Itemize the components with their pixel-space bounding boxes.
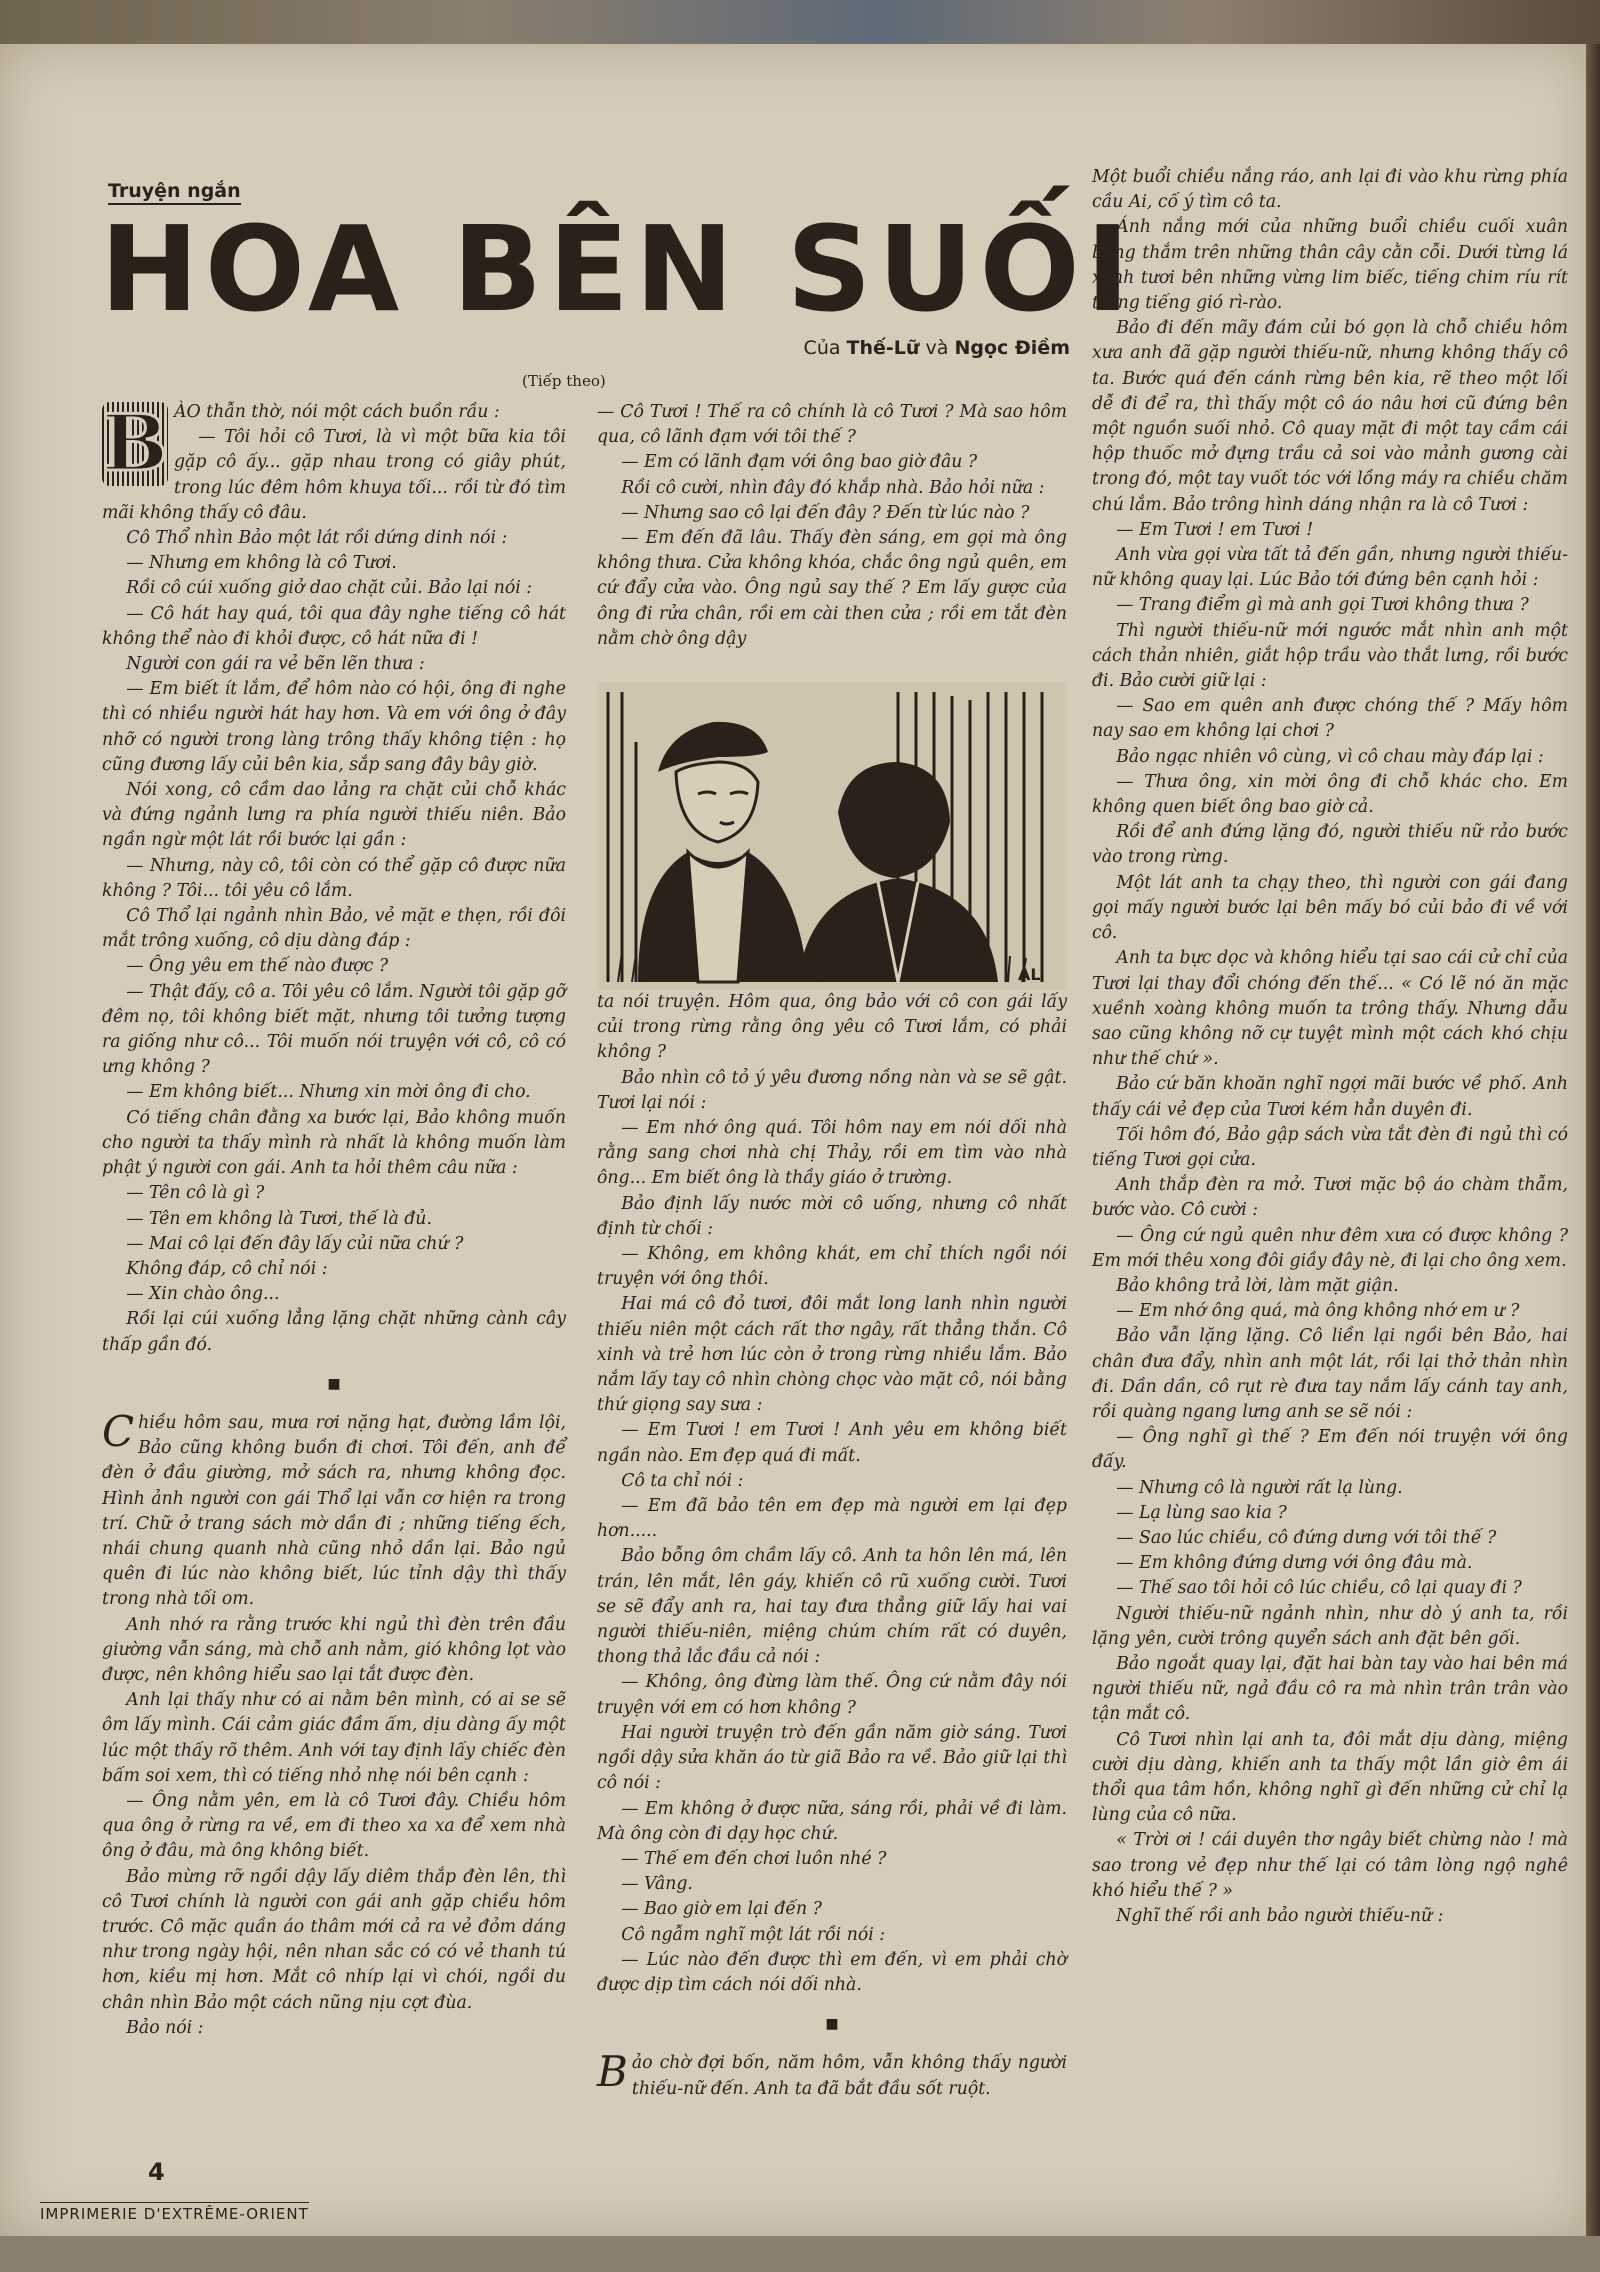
paragraph: Rồi để anh đứng lặng đó, người thiếu nữ rảo bước vào trong rừng.	[1092, 822, 1568, 868]
paragraph: Anh thắp đèn ra mở. Tươi mặc bộ áo chàm thẫm, bước vào. Cô cười :	[1092, 1175, 1568, 1221]
page-spine-shadow	[1586, 44, 1600, 2236]
paragraph: hiều hôm sau, mưa rơi nặng hạt, đường lầm lội, Bảo cũng không buồn đi chơi. Tôi đến, anh để đèn ở đầu giường, mở sách ra, nhưng không đọc. Hình ảnh người con gái Thổ lại vẫn cơ hiện ra trong trí. Chữ ở trang sách mờ dần đi ; những tiếng ếch, nhái chung quanh nhà cũng nhỏ dần lại. Bảo ngủ quên đi lúc nào không biết, lúc tỉnh dậy thì thấy trong nhà tối om.	[102, 1412, 566, 1610]
paragraph: Anh ta bực dọc và không hiểu tại sao cái cử chỉ của Tươi lại thay đổi chóng đến thế... « Có lẽ nó ăn mặc xuềnh xoàng không muốn ta trông thấy. Nhưng dẫu sao cũng không nỡ cự tuyệt mình một cách khó chịu như thế chứ ».	[1092, 948, 1568, 1070]
paragraph: Hai người truyện trò đến gần năm giờ sáng. Tươi ngồi dậy sửa khăn áo từ giã Bảo ra về. Bảo giữ lại thì cô nói :	[597, 1722, 1067, 1794]
byline-prefix: Của	[803, 337, 841, 359]
paragraph: — Em nhớ ông quá, mà ông không nhớ em ư ?	[1116, 1301, 1520, 1322]
paragraph: Tối hôm đó, Bảo gập sách vừa tắt đèn đi ngủ thì có tiếng Tươi gọi cửa.	[1092, 1124, 1568, 1170]
paragraph: — Em Tươi ! em Tươi ! Anh yêu em không biết ngần nào. Em đẹp quá đi mất.	[597, 1420, 1067, 1466]
scan-background-top	[0, 0, 1600, 44]
scan-background-bottom	[0, 2236, 1600, 2272]
paragraph: — Tên cô là gì ?	[126, 1183, 265, 1204]
paragraph: — Sao em quên anh được chóng thế ? Mấy hôm nay sao em không lại chơi ?	[1092, 696, 1568, 742]
column-1-part-2	[102, 1406, 566, 2041]
paragraph: — Thế sao tôi hỏi cô lúc chiều, cô lại quay đi ?	[1116, 1578, 1522, 1599]
paragraph: Cô Tươi nhìn lại anh ta, đôi mắt dịu dàng, miệng cười dịu dàng, khiến anh ta thấy một lần giờ êm ái thổi qua tâm hồn, không nghĩ gì đến những cử chỉ lạ lùng của cô nữa.	[1092, 1729, 1568, 1826]
paragraph: Cô ngẫm nghĩ một lát rồi nói :	[621, 1924, 886, 1945]
paragraph: — Nhưng em không là cô Tươi.	[126, 553, 397, 574]
paragraph: — Ông yêu em thế nào được ?	[126, 956, 389, 977]
paragraph: — Em đã bảo tên em đẹp mà người em lại đẹp hơn.....	[597, 1496, 1067, 1542]
paragraph: — Em không biết... Nhưng xin mời ông đi cho.	[126, 1082, 531, 1103]
paragraph: — Em đến đã lâu. Thấy đèn sáng, em gọi mà ông không thưa. Cửa không khóa, chắc ông ngủ quên, em cứ đẩy cửa vào. Ông ngủ say thế ? Em lấy gược của ông đi rửa chân, rồi em cài then cửa ; rồi em tắt đèn nằm chờ ông dậy	[597, 528, 1067, 649]
paragraph: — Vâng.	[621, 1874, 693, 1895]
paragraph: — Cô hát hay quá, tôi qua đây nghe tiếng cô hát không thể nào đi khỏi được, cô hát nữa đi !	[102, 603, 566, 649]
author-2: Ngọc Điềm	[954, 337, 1070, 359]
paragraph: Người thiếu-nữ ngảnh nhìn, như dò ý anh ta, rồi lặng yên, cười trông quyển sách anh đặt bên gối.	[1092, 1603, 1568, 1649]
paragraph: — Ông cứ ngủ quên như đêm xưa có được không ? Em mới thêu xong đôi giầy đây nè, đi lại cho ông xem.	[1092, 1225, 1568, 1271]
paragraph: Bảo vẫn lặng lặng. Cô liền lại ngồi bên Bảo, hai chân đưa đẩy, nhìn anh một lát, rồi lại thở thản nhìn đi. Dần dần, cô rụt rè đưa tay nắm lấy cánh tay anh, rồi quàng ngang lưng anh se sẽ nói :	[1092, 1326, 1568, 1422]
paragraph: — Tên em không là Tươi, thế là đủ.	[126, 1208, 432, 1229]
paragraph: Bảo ngạc nhiên vô cùng, vì cô chau mày đáp lại :	[1116, 746, 1544, 767]
section-label: Truyện ngắn	[108, 180, 241, 205]
story-illustration	[598, 682, 1066, 990]
paragraph: Hai má cô đỏ tươi, đôi mắt long lanh nhìn người thiếu niên một cách rất thơ ngây, rất thẳng thắn. Cô xinh và trẻ hơn lúc còn ở trong rừng nhiều lắm. Bảo nắm lấy tay cô nhìn chòng chọc vào mặt cô, nói bằng thứ giọng say sưa :	[597, 1294, 1067, 1416]
paragraph: Cô Thổ nhìn Bảo một lát rồi dứng dinh nói :	[126, 528, 508, 549]
illustrator-signature: AL	[1018, 965, 1041, 984]
paragraph: Bảo mừng rỡ ngồi dậy lấy diêm thắp đèn lên, thì cô Tươi chính là người con gái anh gặp chiều hôm trước. Cô mặc quần áo thâm mới cả ra vẻ đỏm dáng như trong ngày hội, nên nhan sắc có có vẻ thanh tú hơn, kiều mị hơn. Mắt cô nhíp lại vì chói, ngồi du chân nhìn Bảo một cách nũng nịu cợt đùa.	[102, 1866, 566, 2013]
paragraph: — Ông nằm yên, em là cô Tươi đây. Chiều hôm qua ông ở rừng ra về, em đi theo xa xa để xem nhà ông ở đâu, mà ông không biết.	[102, 1790, 566, 1862]
paragraph: Thì người thiếu-nữ mới ngước mắt nhìn anh một cách thản nhiên, giắt hộp trầu vào thắt lưng, rồi bước đi. Bảo cười giữ lại :	[1092, 620, 1568, 692]
initial-cap-b: B	[597, 2047, 628, 2097]
paragraph: ta nói truyện. Hôm qua, ông bảo với cô con gái lấy củi trong rừng rằng ông yêu cô Tươi lắm, có phải không ?	[597, 992, 1067, 1063]
paragraph: — Không, em không khát, em chỉ thích ngồi nói truyện với ông thôi.	[597, 1244, 1067, 1290]
paragraph: — Ông nghĩ gì thế ? Em đến nói truyện với ông đấy.	[1092, 1427, 1568, 1473]
paragraph: — Mai cô lại đến đây lấy củi nữa chứ ?	[126, 1233, 464, 1254]
paragraph: — Sao lúc chiều, cô đứng dưng với tôi thế ?	[1116, 1527, 1497, 1548]
paragraph: Bảo bỗng ôm chầm lấy cô. Anh ta hôn lên má, lên trán, lên mắt, lên gáy, khiến cô rũ xuống cười. Tươi se sẽ đẩy anh ra, hai tay đưa thẳng giữ lấy hai vai người thiếu-niên, miệng chúm chím rất có duyên, thong thả lắc đầu cả nói :	[597, 1546, 1067, 1668]
paragraph: — Nhưng cô là người rất lạ lùng.	[1116, 1477, 1403, 1498]
column-2-bottom-part-2	[597, 2047, 1067, 2101]
paragraph: — Lạ lùng sao kia ?	[1116, 1502, 1287, 1523]
column-1-part-1	[102, 400, 566, 1358]
column-1	[102, 400, 566, 2041]
paragraph: — Em Tươi ! em Tươi !	[1116, 519, 1314, 540]
paragraph: Cô ta chỉ nói :	[621, 1470, 744, 1491]
paragraph: — Em không ở được nữa, sáng rồi, phải về đi làm. Mà ông còn đi dạy học chứ.	[597, 1798, 1067, 1844]
paragraph: — Em có lãnh đạm với ông bao giờ đâu ?	[621, 452, 978, 473]
paragraph: — Không, ông đừng làm thế. Ông cứ nằm đây nói truyện với em có hơn không ?	[597, 1672, 1067, 1718]
column-2-bottom-part-1	[597, 990, 1067, 1998]
byline-and: và	[925, 337, 949, 359]
story-title: HOA BÊN SUỐI	[100, 200, 1136, 338]
paragraph: — Thưa ông, xin mời ông đi chỗ khác cho. Em không quen biết ông bao giờ cả.	[1092, 771, 1568, 818]
paragraph: Nói xong, cô cầm dao lảng ra chặt củi chỗ khác và đứng ngảnh lưng ra phía người thiếu niên. Bảo ngần ngừ một lát rồi bước lại gần :	[102, 780, 566, 851]
paragraph: Anh lại thấy như có ai nằm bên mình, có ai se sẽ ôm lấy mình. Cái cảm giác đầm ấm, dịu dàng ấy một lúc một thấy rõ thêm. Anh với tay định lấy chiếc đèn bấm soi xem, thì có tiếng nhỏ nhẹ nói bên cạnh :	[102, 1690, 566, 1786]
paragraph: Cô Thổ lại ngảnh nhìn Bảo, vẻ mặt e thẹn, rồi đôi mắt trông xuống, cô dịu dàng đáp :	[102, 906, 566, 952]
paragraph: Anh vừa gọi vừa tất tả đến gần, nhưng người thiếu-nữ không quay lại. Lúc Bảo tới đứng bên cạnh hỏi :	[1092, 545, 1568, 591]
paragraph: — Em biết ít lắm, để hôm nào có hội, ông đi nghe thì có nhiều người hát hay hơn. Và em với ông ở đây nhỡ có người trong làng trông thấy không tiện : họ cũng đương lấy củi bên kia, sắp sang đây bây giờ.	[102, 679, 566, 775]
paragraph: — Trang điểm gì mà anh gọi Tươi không thưa ?	[1116, 595, 1529, 616]
column-3	[1092, 165, 1568, 1929]
paragraph: Bảo đi đến mãy đám củi bó gọn là chỗ chiều hôm xưa anh đã gặp người thiếu-nữ, nhưng không thấy cô ta. Bước quá đến cánh rừng bên kia, rẽ theo một lối dễ đi để ra, thì thấy một cô áo nâu hơi cũ đứng bên một nguồn suối nhỏ. Cô quay mặt đi một tay cầm cái hộp thuốc mở đựng trầu cả soi vào mảnh gương cài trong đó, một tay vuốt tóc với lồng máy ra chiều chăm chú lắm. Bảo trông hình dáng nhận ra là cô Tươi :	[1092, 318, 1568, 515]
paragraph: ÀO thẫn thờ, nói một cách buồn rầu :	[174, 402, 500, 422]
paragraph: Một lát anh ta chạy theo, thì người con gái đang gọi mấy người bước lại bên mấy bó củi bảo đi về với cô.	[1092, 872, 1568, 944]
paragraph: — Cô Tươi ! Thế ra cô chính là cô Tươi ? Mà sao hôm qua, cô lãnh đạm với tôi thế ?	[597, 402, 1067, 448]
paragraph: — Nhưng, này cô, tôi còn có thể gặp cô được nữa không ? Tôi... tôi yêu cô lắm.	[102, 855, 566, 901]
paragraph: Bảo không trả lời, làm mặt giận.	[1116, 1275, 1399, 1296]
page-number: 4	[148, 2158, 165, 2186]
paragraph: Không đáp, cô chỉ nói :	[126, 1258, 328, 1279]
paragraph: — Tôi hỏi cô Tươi, là vì một bữa kia tôi gặp cô ấy... gặp nhau trong có giây phút, trong lúc đêm hôm khuya tối... rồi từ đó tìm mãi không thấy cô đâu.	[102, 427, 566, 523]
author-1: Thế-Lữ	[846, 337, 920, 359]
paragraph: Nghĩ thế rồi anh bảo người thiếu-nữ :	[1116, 1906, 1444, 1927]
paragraph: Rồi cô cười, nhìn đây đó khắp nhà. Bảo hỏi nữa :	[621, 477, 1045, 498]
paragraph: Một buổi chiều nắng ráo, anh lại đi vào khu rừng phía cầu Ai, cố ý tìm cô ta.	[1092, 167, 1568, 213]
byline	[730, 337, 1070, 359]
paragraph: — Thật đấy, cô a. Tôi yêu cô lắm. Người tôi gặp gỡ đêm nọ, tôi không biết mặt, nhưng tôi tưởng tượng ra giống như cô... Tôi muốn nói truyện với cô, cô có ưng không ?	[102, 981, 566, 1078]
paragraph: — Lúc nào đến được thì em đến, vì em phải chờ được dịp tìm cách nói dối nhà.	[597, 1949, 1067, 1995]
paragraph: Có tiếng chân đằng xa bước lại, Bảo không muốn cho người ta thấy mình rà nhất là không muốn làm phật ý người con gái. Anh ta hỏi thêm câu nữa :	[102, 1107, 566, 1179]
column-2-bottom	[597, 990, 1067, 2102]
continued-note: (Tiếp theo)	[522, 372, 606, 390]
paragraph: — Xin chào ông...	[126, 1284, 280, 1305]
paragraph: Rồi lại cúi xuống lẳng lặng chặt những cành cây thấp gần đó.	[102, 1309, 566, 1355]
column-2-top	[597, 400, 1067, 652]
printer-imprint: IMPRIMERIE D'EXTRÊME-ORIENT	[40, 2202, 309, 2223]
paragraph: Bảo định lấy nước mời cô uống, nhưng cô nhất định từ chối :	[597, 1193, 1067, 1239]
paragraph: — Nhưng sao cô lại đến đây ? Đến từ lúc nào ?	[621, 502, 1030, 523]
paragraph: ảo chờ đợi bốn, năm hôm, vẫn không thấy người thiếu-nữ đến. Anh ta đã bắt đầu sốt ruột.	[631, 2053, 1067, 2099]
paragraph: Bảo nhìn cô tỏ ý yêu đương nồng nàn và se sẽ gật. Tươi lại nói :	[597, 1067, 1067, 1113]
paragraph: Bảo ngoắt quay lại, đặt hai bàn tay vào hai bên má người thiếu nữ, ngả đầu cô ra mà nhìn trân trân vào tận mắt cô.	[1092, 1653, 1568, 1725]
section-separator-2: ■	[825, 2016, 839, 2033]
paragraph: — Thế em đến chơi luôn nhé ?	[621, 1848, 887, 1869]
paragraph: Rồi cô cúi xuống giở dao chặt củi. Bảo lại nói :	[126, 578, 533, 599]
paragraph: — Bao giờ em lại đến ?	[621, 1899, 822, 1920]
paragraph: — Em không đứng dưng với ông đâu mà.	[1116, 1553, 1473, 1574]
section-separator: ■	[327, 1375, 341, 1392]
drop-cap: B	[102, 398, 168, 489]
paragraph: « Trời ơi ! cái duyên thơ ngây biết chừng nào ! mà sao trong vẻ đẹp như thế lại có tâm lòng ngộ nghê khó hiểu thế ? »	[1092, 1830, 1568, 1901]
paragraph: Bảo nói :	[126, 2017, 204, 2038]
paragraph: Ánh nắng mới của những buổi chiều cuối xuân bóng thắm trên những thân cây cằn cỗi. Dưới từng lá xanh tươi bên những vừng lim biếc, tiếng chim ríu rít trong tiếng gió rì-rào.	[1092, 217, 1568, 314]
initial-cap-c: C	[102, 1406, 135, 1456]
paragraph: — Em nhớ ông quá. Tôi hôm nay em nói dối nhà rằng sang chơi nhà chị Thảy, rồi em tìm vào nhà ông... Em biết ông là thầy giáo ở trường.	[597, 1118, 1067, 1189]
paragraph: Anh nhớ ra rằng trước khi ngủ thì đèn trên đầu giường vẫn sáng, mà chỗ anh nằm, gió không lọt vào được, nên không hiểu sao lại tắt được đèn.	[102, 1614, 566, 1685]
paragraph: Bảo cứ băn khoăn nghĩ ngợi mãi bước về phố. Anh thấy cái vẻ đẹp của Tươi kém hẳn duyên đi.	[1092, 1074, 1568, 1120]
paragraph: Người con gái ra vẻ bẽn lẽn thưa :	[126, 654, 425, 675]
